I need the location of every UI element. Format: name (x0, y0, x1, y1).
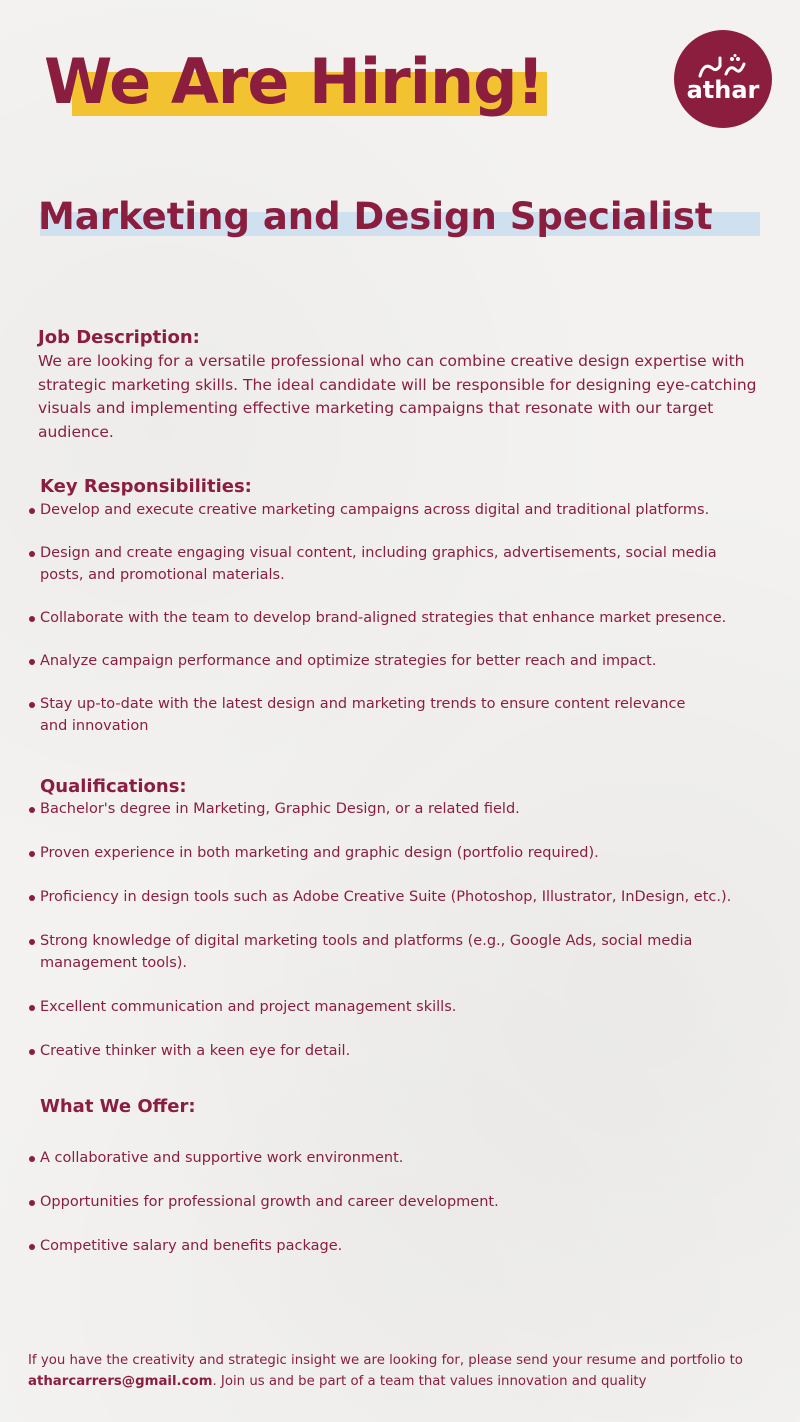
logo-text: athar (686, 76, 760, 104)
list-item: Opportunities for professional growth and career development. (28, 1191, 780, 1213)
list-item: Competitive salary and benefits package. (28, 1235, 780, 1257)
responsibilities-list (28, 499, 780, 737)
headline: We Are Hiring! (44, 45, 544, 118)
footer-text-after: . Join us and be part of a team that values innovation and quality (212, 1374, 647, 1389)
list-item: Proven experience in both marketing and graphic design (portfolio required). (28, 842, 780, 864)
offer-heading: What We Offer: (40, 1096, 196, 1117)
job-title: Marketing and Design Specialist (38, 195, 713, 238)
job-description-heading: Job Description: (38, 327, 200, 348)
list-item: Creative thinker with a keen eye for detail. (28, 1040, 780, 1062)
list-item: Stay up-to-date with the latest design and marketing trends to ensure content relevance and innovation (28, 693, 780, 737)
athar-logo (674, 30, 772, 128)
job-title-block (38, 190, 713, 244)
list-item: Excellent communication and project management skills. (28, 996, 780, 1018)
contact-email: atharcarrers@gmail.com (28, 1374, 213, 1389)
list-item: Analyze campaign performance and optimize strategies for better reach and impact. (28, 650, 780, 672)
footer-text-before: If you have the creativity and strategic insight we are looking for, please send your resume and portfolio to (28, 1353, 743, 1368)
list-item: Strong knowledge of digital marketing tools and platforms (e.g., Google Ads, social media management tools). (28, 930, 780, 974)
footer-call-to-action (28, 1350, 788, 1392)
headline-block (44, 44, 544, 120)
list-item: A collaborative and supportive work environment. (28, 1147, 780, 1169)
list-item: Develop and execute creative marketing campaigns across digital and traditional platforms. (28, 499, 780, 521)
list-item: Collaborate with the team to develop brand-aligned strategies that enhance market presence. (28, 607, 780, 629)
list-item: Design and create engaging visual content, including graphics, advertisements, social media posts, and promotional materials. (28, 542, 780, 586)
offer-list (28, 1147, 780, 1257)
list-item: Bachelor's degree in Marketing, Graphic Design, or a related field. (28, 798, 780, 820)
list-item: Proficiency in design tools such as Adobe Creative Suite (Photoshop, Illustrator, InDesign, etc.). (28, 886, 780, 908)
responsibilities-heading: Key Responsibilities: (40, 476, 252, 497)
qualifications-list (28, 798, 780, 1062)
job-description-text: We are looking for a versatile professional who can combine creative design expertise with strategic marketing skills. The ideal candidate will be responsible for designing eye-catching visuals and implementing effective marketing campaigns that resonate with our target audience. (38, 352, 757, 441)
qualifications-heading: Qualifications: (40, 776, 187, 797)
